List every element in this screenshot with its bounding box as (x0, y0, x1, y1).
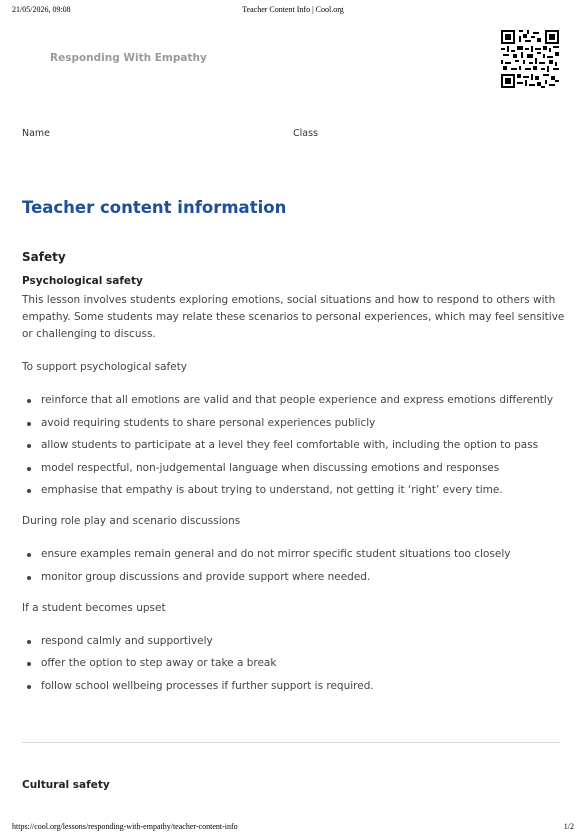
list-item: ensure examples remain general and do not mirror specific student situations too closely (41, 546, 567, 563)
safety-section (22, 248, 567, 709)
page-number: 1/2 (563, 822, 574, 831)
class-field-label: Class (293, 128, 318, 139)
print-title: Teacher Content Info | Cool.org (242, 5, 344, 14)
roleplay-intro: During role play and scenario discussions (22, 515, 241, 527)
upset-list (22, 633, 567, 695)
cultural-safety-heading: Cultural safety (22, 779, 110, 791)
lesson-title: Responding With Empathy (50, 52, 207, 64)
roleplay-list (22, 546, 567, 586)
qr-code-icon (501, 30, 559, 88)
support-intro: To support psychological safety (22, 361, 188, 373)
upset-intro: If a student becomes upset (22, 601, 166, 614)
list-item: model respectful, non-judgemental language when discussing emotions and responses (41, 460, 567, 477)
list-item: follow school wellbeing processes if further support is required. (41, 678, 567, 695)
list-item: monitor group discussions and provide support where needed. (41, 569, 567, 586)
print-url: https://cool.org/lessons/responding-with-empathy/teacher-content-info (12, 822, 238, 831)
print-footer (0, 822, 586, 834)
print-header (0, 5, 586, 17)
page-title: Teacher content information (22, 198, 287, 217)
intro-paragraph: This lesson involves students exploring emotions, social situations and how to respond to others with empathy. Some students may relate these scenarios to personal experiences, which may feel sensitive or challenging to discuss. (22, 294, 565, 340)
list-item: avoid requiring students to share personal experiences publicly (41, 415, 567, 432)
list-item: allow students to participate at a level they feel comfortable with, including the option to pass (41, 437, 567, 454)
name-field-label: Name (22, 128, 51, 139)
list-item: respond calmly and supportively (41, 633, 567, 650)
list-item: emphasise that empathy is about trying to understand, not getting it ‘right’ every time. (41, 482, 567, 499)
psychological-safety-heading: Psychological safety (22, 275, 143, 287)
print-date: 21/05/2026, 09:08 (12, 5, 71, 14)
safety-heading: Safety (22, 250, 66, 264)
support-list (22, 392, 567, 499)
list-item: reinforce that all emotions are valid and that people experience and express emotions differently (41, 392, 567, 409)
section-divider (22, 742, 560, 743)
list-item: offer the option to step away or take a break (41, 655, 567, 672)
